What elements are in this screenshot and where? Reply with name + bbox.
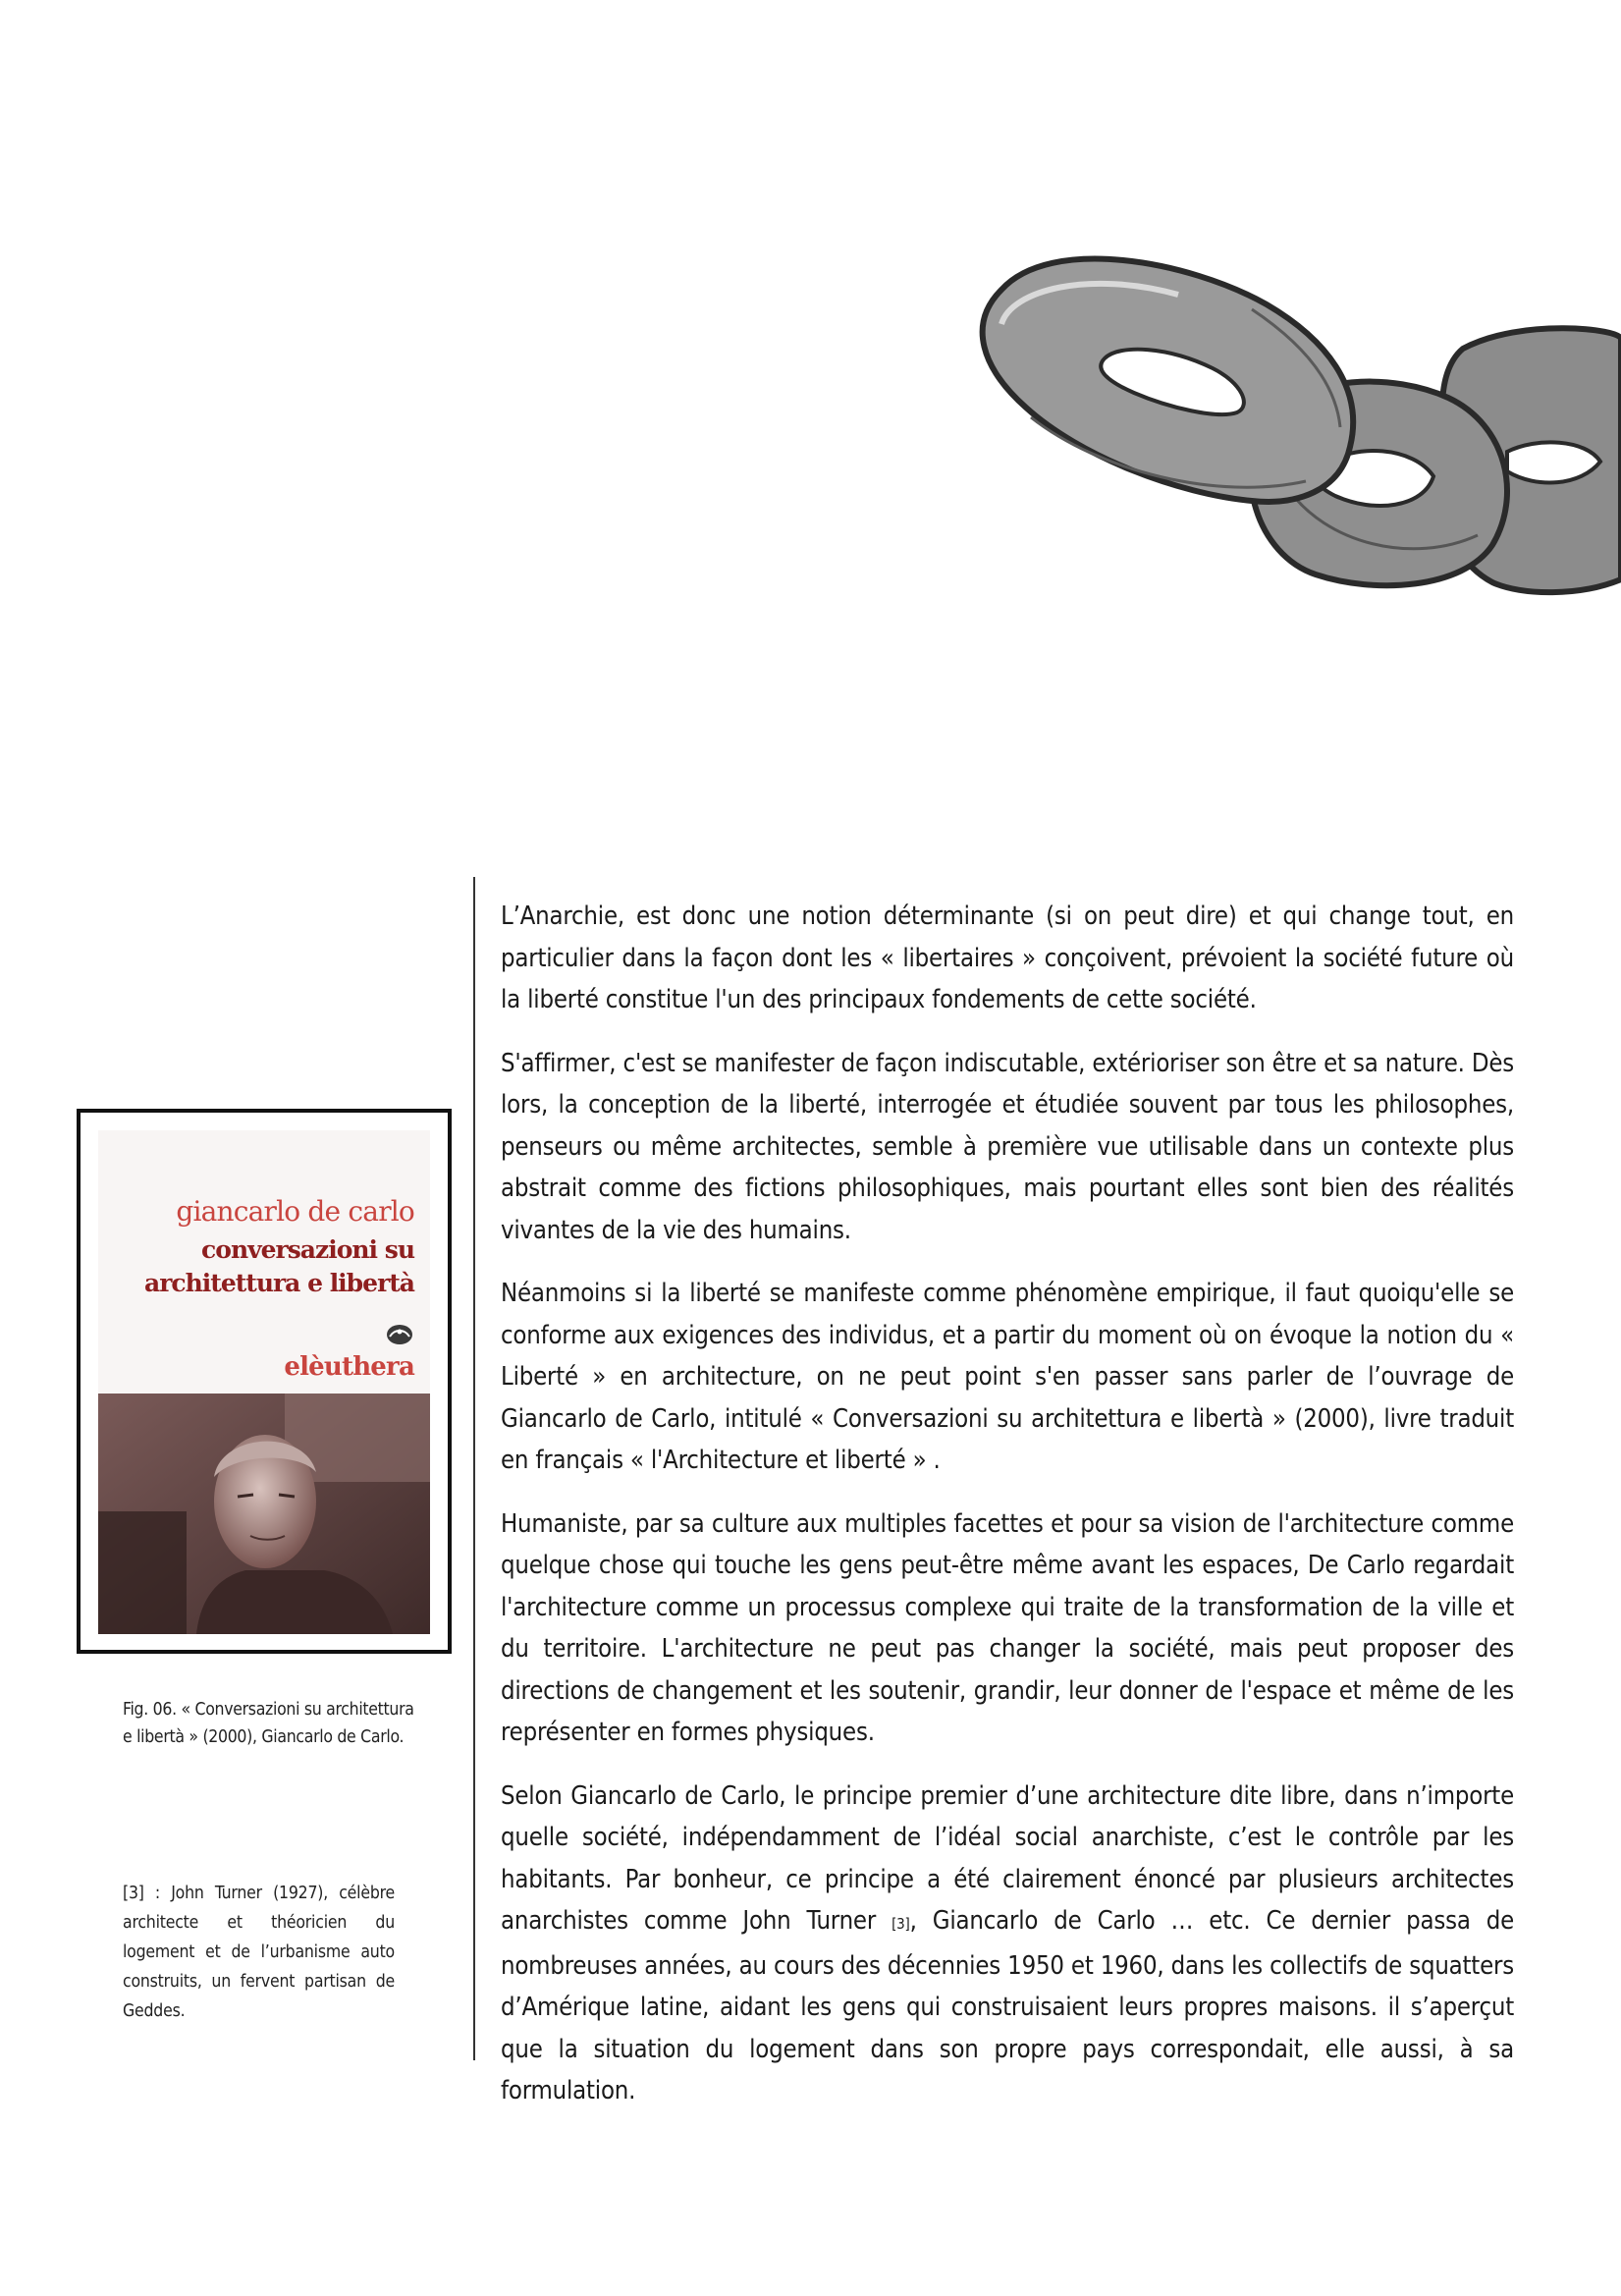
author-portrait (98, 1394, 430, 1634)
caption-line: e libertà » (2000), Giancarlo de Carlo. (123, 1727, 405, 1747)
chain-link-front (983, 259, 1354, 502)
footnote-reference[interactable]: [3] (892, 1915, 910, 1933)
cover-title-line: conversazioni su (201, 1235, 414, 1264)
cover-title (100, 1233, 414, 1300)
book-cover (98, 1130, 430, 1634)
publisher-logo-icon (385, 1323, 414, 1346)
paragraph: S'affirmer, c'est se manifester de façon indiscutable, extérioriser son être et sa nature. Dès lors, la conception de la liberté, interrogée et étudiée souvent par tous les philosophes, penseurs ou même architectes, semble à première vue utilisable dans un contexte plus abstrait comme des fictions philosophiques, mais pourtant elles sont bien des réalités vivantes de la vie des humains. (501, 1048, 1514, 1245)
main-text (501, 896, 1514, 2134)
cover-publisher: elèuthera (284, 1352, 414, 1382)
paragraph: Néanmoins si la liberté se manifeste comme phénomène empirique, il faut quoiqu'elle se conforme aux exigences des individus, et a partir du moment où on évoque la notion du « Liberté » en architecture, on ne peut point s'en passer sans parler de l’ouvrage de Giancarlo de Carlo, intitulé « Conversazioni su architettura e libertà » (2000), livre traduit en français « l'Architecture et liberté » . (501, 1279, 1514, 1475)
paragraph: Humaniste, par sa culture aux multiples facettes et pour sa vision de l'architecture comme quelque chose qui touche les gens peut-être même avant les espaces, De Carlo regardait l'architecture comme un processus complexe qui traite de la transformation de la ville et du territoire. L'architecture ne peut pas changer la société, mais peut proposer des directions de changement et les soutenir, grandir, leur donner de l'espace et même de les représenter en formes physiques. (501, 1508, 1514, 1747)
paragraph-text: Selon Giancarlo de Carlo, le principe premier d’une architecture dite libre, dans n’importe quelle société, indépendamment de l’idéal social anarchiste, c’est le contrôle par les habitants. Par bonheur, ce principe a été clairement énoncé par plusieurs architectes anarchistes comme John Turner (501, 1780, 1514, 1936)
footnote: [3] : John Turner (1927), célèbre architecte et théoricien du logement et de l’urbanisme auto construits, un fervent partisan de Geddes. (123, 1884, 395, 2021)
book-cover-figure (77, 1109, 452, 1654)
cover-author: giancarlo de carlo (176, 1195, 414, 1228)
cover-title-line: architettura e libertà (144, 1269, 414, 1297)
caption-line: Fig. 06. « Conversazioni su architettura (123, 1700, 414, 1720)
paragraph (501, 1776, 1514, 2112)
paragraph-text: , Giancarlo de Carlo … etc. Ce dernier passa de nombreuses années, au cours des décennies 1950 et 1960, dans les collectifs de squatters d’Amérique latine, aidant les gens qui construisaient leurs propres maisons. il s’aperçut que la situation du logement dans son propre pays correspondait, elle aussi, à sa formulation. (501, 1906, 1515, 2105)
chain-illustration (972, 250, 1621, 663)
figure-caption (123, 1696, 442, 1751)
paragraph: L’Anarchie, est donc une notion déterminante (si on peut dire) et qui change tout, en particulier dans la façon dont les « libertaires » conçoivent, prévoient la société future où la liberté constitue l'un des principaux fondements de cette société. (501, 902, 1514, 1014)
column-divider (473, 877, 475, 2060)
